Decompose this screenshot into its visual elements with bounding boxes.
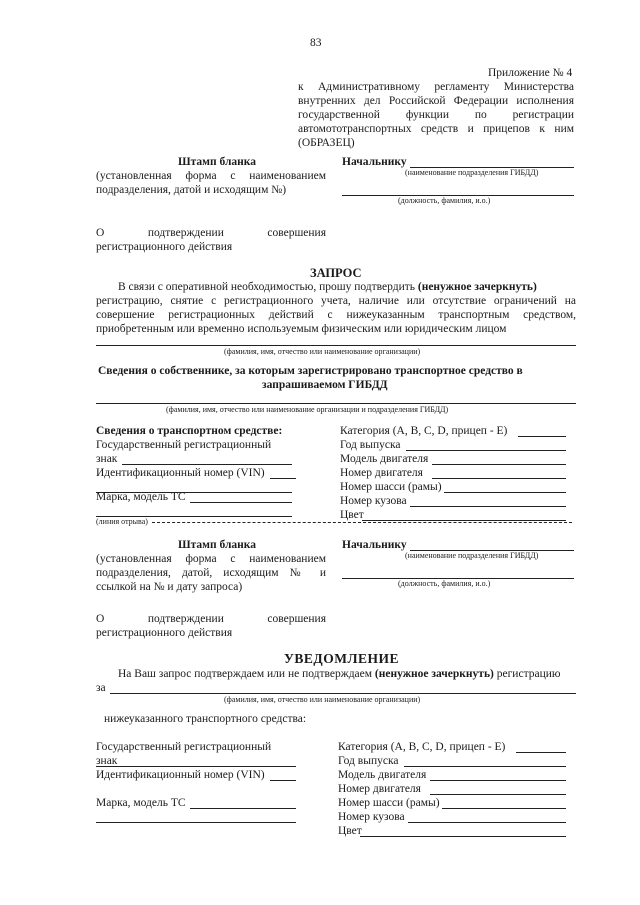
notice-body-label: Номер кузова (338, 811, 405, 823)
notice-reg-plate-input[interactable] (96, 766, 296, 767)
notice-subject-line-1: О подтверждении совершения (96, 613, 326, 625)
cut-line-caption: (линия отрыва) (96, 517, 148, 526)
vehicle-heading: Сведения о транспортном средстве: (96, 425, 283, 437)
notice-category-label: Категория (A, B, C, D, прицеп - E) (338, 741, 506, 753)
applicant-line[interactable] (96, 345, 576, 346)
chief-person-caption: (должность, фамилия, и.о.) (398, 196, 491, 205)
brand-input[interactable] (190, 502, 292, 503)
subject-line-2: регистрационного действия (96, 241, 233, 253)
appendix-line-3: государственной функции по регистрации (298, 109, 574, 121)
notice-engine-number-input[interactable] (430, 794, 566, 795)
for-input[interactable] (110, 693, 576, 694)
color-input[interactable] (362, 520, 566, 521)
notice-vin-label: Идентификационный номер (VIN) (96, 769, 265, 781)
engine-number-input[interactable] (432, 478, 566, 479)
page-number: 83 (310, 37, 322, 49)
notice-brand-label: Марка, модель ТС (96, 797, 186, 809)
engine-model-input[interactable] (432, 464, 566, 465)
owner-heading-1: Сведения о собственнике, за которым зарегистрировано транспортное средство в (98, 365, 523, 377)
notice-chassis-label: Номер шасси (рамы) (338, 797, 440, 809)
color-label: Цвет (340, 509, 364, 521)
body-input[interactable] (410, 506, 566, 507)
notice-body-input[interactable] (408, 822, 566, 823)
stamp-description-1: (установленная форма с наименованием (96, 170, 326, 182)
notice-chief-person-caption: (должность, фамилия, и.о.) (398, 579, 491, 588)
chassis-label: Номер шасси (рамы) (340, 481, 442, 493)
reg-plate-label: Государственный регистрационный (96, 439, 272, 451)
request-para-4: приобретенным или временно используемым физическим или юридическим лицом (96, 323, 507, 335)
owner-heading-2: запрашиваемом ГИБДД (262, 379, 388, 391)
cut-line (152, 522, 572, 523)
notice-engine-model-input[interactable] (430, 780, 566, 781)
notice-stamp-description-1: (установленная форма с наименованием (96, 553, 326, 565)
notice-subject-line-2: регистрационного действия (96, 627, 233, 639)
for-label: за (96, 682, 106, 694)
for-caption: (фамилия, имя, отчество или наименование организации) (224, 695, 421, 704)
subject-line-1: О подтверждении совершения (96, 227, 326, 239)
notice-para-1 (118, 667, 560, 681)
notice-para-1-bold: (ненужное зачеркнуть) (374, 668, 494, 680)
notice-reg-plate-label: Государственный регистрационный (96, 741, 272, 753)
notice-reg-plate-label-2: знак (96, 755, 118, 767)
engine-number-label: Номер двигателя (340, 467, 423, 479)
vin-input[interactable] (270, 478, 296, 479)
notice-engine-number-label: Номер двигателя (338, 783, 421, 795)
notice-stamp-description-3: ссылкой на № и дату запроса) (96, 581, 243, 593)
reg-plate-input[interactable] (122, 464, 292, 465)
notice-para-1-text: На Ваш запрос подтверждаем или не подтверждаем (118, 668, 375, 680)
request-para-2: регистрацию, снятие с регистрационного учета, наличие или отсутствие ограничений на (96, 295, 576, 307)
appendix-sample: (ОБРАЗЕЦ) (298, 137, 355, 149)
notice-chassis-input[interactable] (442, 808, 566, 809)
owner-line[interactable] (96, 403, 576, 404)
request-para-1-text: В связи с оперативной необходимостью, прошу подтвердить (118, 281, 418, 293)
notice-year-label: Год выпуска (338, 755, 399, 767)
appendix-line-2: внутренних дел Российской Федерации исполнения (298, 95, 574, 107)
request-para-3: совершение регистрационных действий с нижеуказанным транспортным средством, (96, 309, 576, 321)
appendix-title: Приложение № 4 (488, 67, 573, 79)
notice-year-input[interactable] (404, 766, 566, 767)
notice-stamp-title: Штамп бланка (178, 539, 256, 551)
notice-color-input[interactable] (360, 836, 566, 837)
notice-color-label: Цвет (338, 825, 362, 837)
appendix-line-4: автомототранспортных средств и прицепов к ним (298, 123, 574, 135)
reg-plate-label-2: знак (96, 453, 118, 465)
year-input[interactable] (406, 450, 566, 451)
request-heading: ЗАПРОС (310, 266, 362, 280)
year-label: Год выпуска (340, 439, 401, 451)
category-label: Категория (A, B, C, D, прицеп - E) (340, 425, 508, 437)
brand-label: Марка, модель ТС (96, 491, 186, 503)
notice-brand-input-extra[interactable] (96, 822, 296, 823)
body-label: Номер кузова (340, 495, 407, 507)
applicant-caption: (фамилия, имя, отчество или наименование организации) (224, 347, 421, 356)
notice-chief-unit-caption: (наименование подразделения ГИБДД) (405, 551, 539, 560)
notice-chief-label: Начальнику (342, 539, 407, 551)
notice-vin-input[interactable] (270, 780, 296, 781)
request-para-1-bold: (ненужное зачеркнуть) (417, 281, 537, 293)
notice-category-input[interactable] (516, 752, 566, 753)
appendix-line-1: к Административному регламенту Министерства (298, 81, 574, 93)
notice-engine-model-label: Модель двигателя (338, 769, 427, 781)
chief-unit-caption: (наименование подразделения ГИБДД) (405, 168, 539, 177)
vin-label: Идентификационный номер (VIN) (96, 467, 265, 479)
request-para-1 (118, 280, 537, 294)
chassis-input[interactable] (444, 492, 566, 493)
stamp-description-2: подразделения, датой и исходящим №) (96, 184, 287, 196)
notice-brand-input[interactable] (190, 808, 296, 809)
chief-label: Начальнику (342, 156, 407, 168)
engine-model-label: Модель двигателя (340, 453, 429, 465)
below-vehicle-text: нижеуказанного транспортного средства: (104, 713, 307, 725)
notice-stamp-description-2: подразделения, датой, исходящим № и (96, 567, 326, 579)
category-input[interactable] (518, 436, 566, 437)
owner-caption: (фамилия, имя, отчество или наименование организации и подразделения ГИБДД) (166, 405, 449, 414)
notice-heading: УВЕДОМЛЕНИЕ (284, 651, 400, 666)
notice-para-1-post: регистрацию (493, 668, 561, 680)
stamp-title: Штамп бланка (178, 156, 256, 168)
